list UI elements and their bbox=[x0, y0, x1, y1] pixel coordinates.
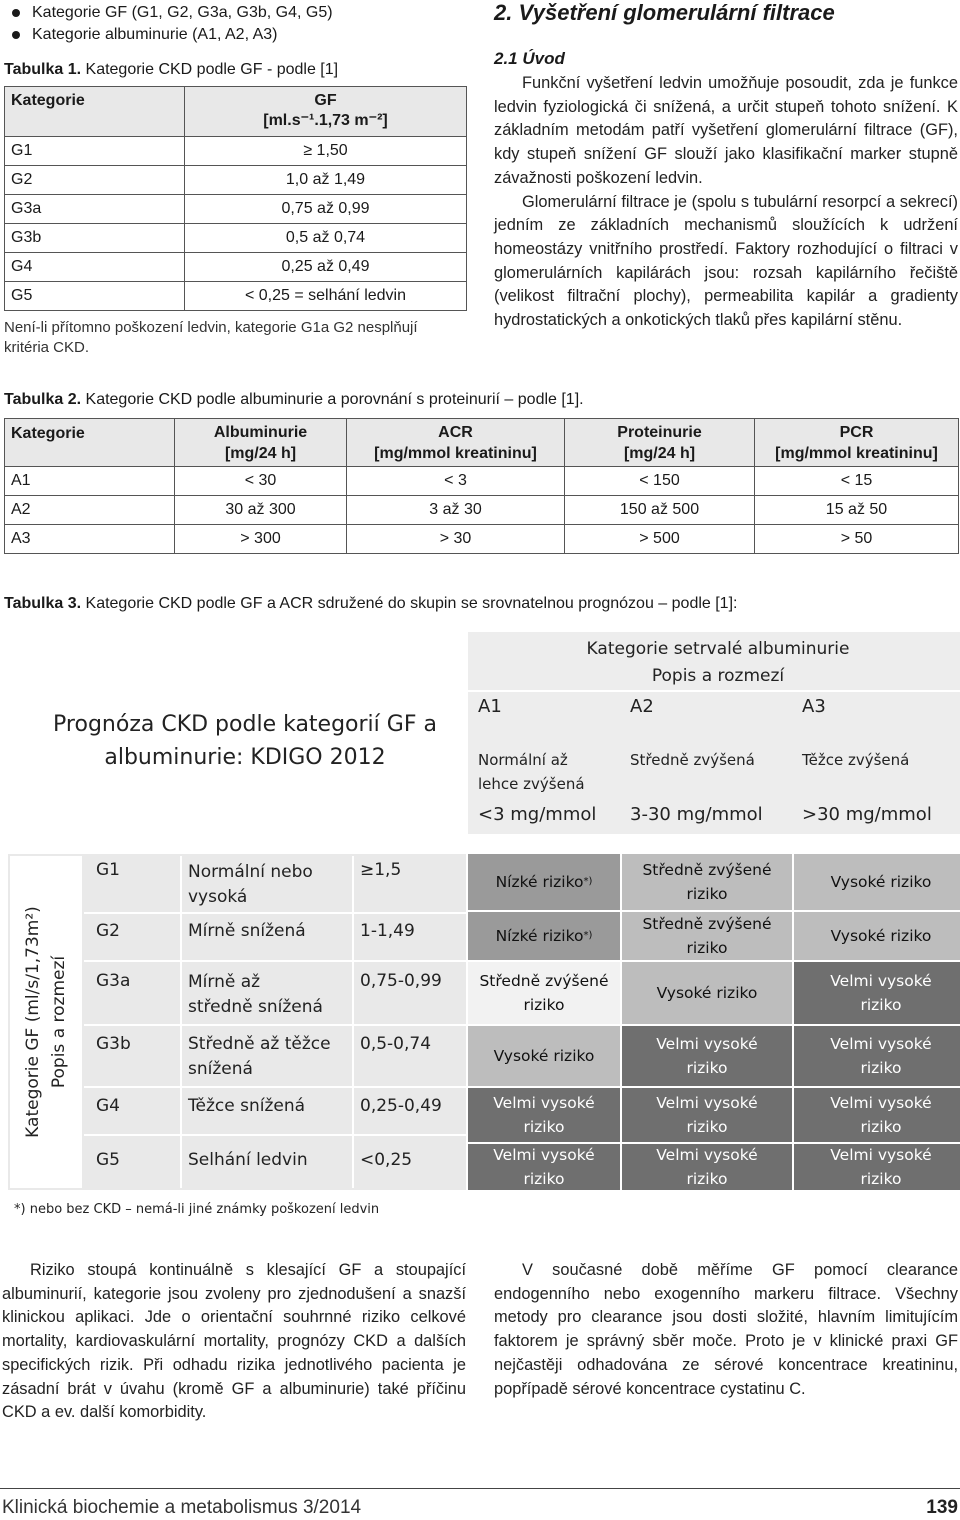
header-text: ACR bbox=[438, 423, 473, 441]
footer-rule bbox=[0, 1488, 960, 1489]
risk-cell-g4-a1 bbox=[468, 1088, 620, 1142]
table3-label: Tabulka 3. bbox=[4, 595, 82, 612]
risk-text: Středně zvýšené bbox=[642, 915, 772, 933]
cell: 0,25 až 0,49 bbox=[185, 253, 467, 282]
bottom-left-text bbox=[2, 1259, 466, 1425]
risk-text: Velmi vysoké bbox=[830, 1035, 932, 1053]
risk-text: Nízké riziko bbox=[495, 927, 584, 945]
gf-code: G1 bbox=[96, 860, 120, 880]
header-text: [mg/mmol kreatininu] bbox=[374, 444, 537, 462]
gf-desc bbox=[188, 860, 313, 910]
cell: 150 až 500 bbox=[565, 496, 755, 525]
risk-text: Nízké riziko bbox=[495, 873, 584, 891]
table1-label: Tabulka 1. bbox=[4, 61, 82, 78]
gf-axis-label bbox=[20, 857, 72, 1187]
acr-desc: Středně zvýšená bbox=[630, 751, 755, 769]
gf-desc: Selhání ledvin bbox=[188, 1150, 308, 1170]
risk-text: Velmi vysoké bbox=[656, 1035, 758, 1053]
header-text: PCR bbox=[839, 423, 874, 441]
risk-text: riziko bbox=[686, 1118, 728, 1136]
paragraph: Funkční vyšetření ledvin umožňuje posoudit, zda je funkce ledvin fyziologická či snížená, a určit stupeň tohoto snížení. K základním metodám patří vyšetření glomerulární filtrace (GF), kdy stupeň snížení GF slouží jako klasifikační marker stupně závažnosti poškození ledvin. bbox=[494, 74, 958, 187]
cell: G3a bbox=[5, 195, 185, 224]
paragraph: Glomerulární filtrace je (spolu s tubulární resorpcí a sekrecí) jedním ze základních mechanismů sloužících k udržení homeostázy vnitřního prostředí. Faktory rozhodující o filtraci v glomerulárních kapilárách jsou: rozsah kapilárního řečiště (velikost filtrační plochy), permeabilita kapilár a gradienty hydrostatických a onkotických tlaků přes kapilární stěnu. bbox=[494, 192, 958, 330]
cell: G1 bbox=[5, 137, 185, 166]
table2-label: Tabulka 2. bbox=[4, 391, 82, 408]
header-text: Proteinurie bbox=[617, 423, 702, 441]
risk-text: riziko bbox=[860, 1118, 902, 1136]
risk-text: riziko bbox=[860, 1170, 902, 1188]
kdigo-heatmap-figure bbox=[4, 630, 960, 1217]
table-gf-categories bbox=[4, 86, 467, 311]
cell: G3b bbox=[5, 224, 185, 253]
cell: G2 bbox=[5, 166, 185, 195]
table-row bbox=[5, 282, 467, 311]
gf-desc bbox=[188, 1032, 331, 1082]
risk-cell-g5-a3 bbox=[794, 1144, 960, 1190]
table-row bbox=[5, 137, 467, 166]
kdigo-title bbox=[30, 708, 460, 774]
table2-caption bbox=[4, 390, 584, 410]
cell: 1,0 až 1,49 bbox=[185, 166, 467, 195]
cell: A1 bbox=[5, 467, 175, 496]
table3-caption-text: Kategorie CKD podle GF a ACR sdružené do skupin se srovnatelnou prognózou – podle [1]: bbox=[85, 595, 738, 612]
kdigo-title-line: Prognóza CKD podle kategorií GF a bbox=[53, 712, 437, 737]
risk-text: riziko bbox=[686, 1170, 728, 1188]
gf-desc-line: středně snížená bbox=[188, 997, 323, 1017]
risk-cell-g1-a3: Vysoké riziko bbox=[794, 854, 960, 910]
cell: < 150 bbox=[565, 467, 755, 496]
cell: A2 bbox=[5, 496, 175, 525]
risk-text: riziko bbox=[686, 1059, 728, 1077]
divider bbox=[84, 912, 466, 914]
risk-cell-g3b-a3 bbox=[794, 1026, 960, 1086]
risk-text: Velmi vysoké bbox=[493, 1146, 595, 1164]
acr-header-line: Kategorie setrvalé albuminurie bbox=[586, 639, 850, 659]
cell: G4 bbox=[5, 253, 185, 282]
cell: < 0,25 = selhání ledvin bbox=[185, 282, 467, 311]
gf-code: G5 bbox=[96, 1150, 120, 1170]
gf-code: G3b bbox=[96, 1034, 131, 1054]
gf-desc-line: vysoká bbox=[188, 887, 248, 907]
kdigo-title-line: albuminurie: KDIGO 2012 bbox=[104, 745, 386, 770]
section-heading: 2. Vyšetření glomerulární filtrace bbox=[494, 0, 835, 25]
risk-text: riziko bbox=[860, 1059, 902, 1077]
page-number: 139 bbox=[926, 1497, 958, 1518]
gf-code: G3a bbox=[96, 971, 131, 991]
table-row bbox=[5, 496, 959, 525]
section-text bbox=[494, 72, 958, 333]
risk-text: Velmi vysoké bbox=[830, 1146, 932, 1164]
cell: A3 bbox=[5, 525, 175, 554]
table1-header-gf-l1: GF bbox=[314, 92, 337, 109]
risk-text: Velmi vysoké bbox=[656, 1146, 758, 1164]
cell: < 3 bbox=[347, 467, 565, 496]
header-text: [mg/mmol kreatininu] bbox=[775, 444, 938, 462]
gf-axis-line: Popis a rozmezí bbox=[49, 955, 69, 1089]
table-row bbox=[5, 467, 959, 496]
risk-cell-g3a-a3 bbox=[794, 962, 960, 1024]
risk-cell-g1-a1 bbox=[468, 854, 620, 910]
acr-range: 3-30 mg/mmol bbox=[630, 804, 763, 825]
gf-code: G2 bbox=[96, 921, 120, 941]
acr-code: A1 bbox=[478, 696, 502, 717]
gf-range: 0,75-0,99 bbox=[360, 971, 442, 991]
gf-desc-line: snížená bbox=[188, 1059, 253, 1079]
table-albuminuria bbox=[4, 418, 959, 554]
risk-footnote-mark: *) bbox=[583, 930, 593, 941]
table-row bbox=[5, 195, 467, 224]
divider bbox=[180, 856, 182, 1188]
gf-desc-line: Středně až těžce bbox=[188, 1034, 331, 1054]
risk-cell-g3b-a2 bbox=[622, 1026, 792, 1086]
table1-header-gf bbox=[185, 87, 467, 137]
section-subheading: 2.1 Úvod bbox=[494, 49, 565, 68]
gf-range: 0,25-0,49 bbox=[360, 1096, 442, 1116]
header-text: [mg/24 h] bbox=[224, 444, 297, 462]
acr-desc-line: lehce zvýšená bbox=[478, 775, 585, 793]
header-text: Albuminurie bbox=[213, 423, 308, 441]
risk-text: riziko bbox=[523, 996, 565, 1014]
risk-cell-g2-a2 bbox=[622, 912, 792, 960]
cell: 30 až 300 bbox=[175, 496, 347, 525]
acr-header bbox=[468, 632, 960, 690]
risk-cell-g4-a2 bbox=[622, 1088, 792, 1142]
kdigo-footnote: *) nebo bez CKD – nemá-li jiné známky poškození ledvin bbox=[14, 1202, 380, 1217]
cell: < 30 bbox=[175, 467, 347, 496]
cell: < 15 bbox=[755, 467, 959, 496]
risk-cell-g4-a3 bbox=[794, 1088, 960, 1142]
gf-range: ≥1,5 bbox=[360, 860, 402, 880]
acr-desc-line: Normální až bbox=[478, 751, 568, 769]
divider bbox=[352, 856, 354, 1188]
table1-caption bbox=[4, 60, 338, 80]
cell: > 50 bbox=[755, 525, 959, 554]
paragraph: V současné době měříme GF pomocí clearance endogenního nebo exogenního markeru filtrace. Všechny metody pro clearance jsou dosti složité, hlavním limitujícím faktorem je správný sběr moče. Proto je v klinické praxi GF nejčastěji odhadována ze sérové koncentrace kreatininu, popřípadě sérové koncentrace cystatinu C. bbox=[494, 1261, 958, 1398]
divider bbox=[84, 1134, 466, 1136]
table2-header bbox=[565, 419, 755, 467]
acr-header-line: Popis a rozmezí bbox=[651, 666, 785, 686]
table1-caption-text: Kategorie CKD podle GF - podle [1] bbox=[85, 61, 339, 78]
table-row bbox=[5, 253, 467, 282]
gf-code: G4 bbox=[96, 1096, 120, 1116]
footer-journal: Klinická biochemie a metabolismus 3/2014 bbox=[2, 1497, 362, 1518]
gf-desc bbox=[188, 970, 323, 1020]
risk-text: riziko bbox=[523, 1170, 565, 1188]
table1-header-gf-l2: [ml.s⁻¹.1,73 m⁻²] bbox=[263, 112, 388, 129]
cell: 0,5 až 0,74 bbox=[185, 224, 467, 253]
gf-desc: Těžce snížená bbox=[188, 1096, 306, 1116]
bullet-item: Kategorie GF (G1, G2, G3a, G3b, G4, G5) bbox=[10, 2, 470, 24]
bottom-right-text bbox=[494, 1259, 958, 1401]
cell: > 30 bbox=[347, 525, 565, 554]
gf-range: 0,5-0,74 bbox=[360, 1034, 432, 1054]
table2-header bbox=[755, 419, 959, 467]
risk-text: riziko bbox=[523, 1118, 565, 1136]
risk-cell-g5-a2 bbox=[622, 1144, 792, 1190]
risk-footnote-mark: *) bbox=[583, 876, 593, 887]
bullet-list bbox=[10, 2, 470, 46]
acr-desc bbox=[478, 748, 585, 796]
acr-code: A3 bbox=[802, 696, 826, 717]
risk-text: riziko bbox=[860, 996, 902, 1014]
gf-desc: Mírně snížená bbox=[188, 921, 306, 941]
table2-header bbox=[347, 419, 565, 467]
bullet-item: Kategorie albuminurie (A1, A2, A3) bbox=[10, 24, 470, 46]
table2-header bbox=[175, 419, 347, 467]
risk-text: Velmi vysoké bbox=[830, 1094, 932, 1112]
risk-cell-g5-a1 bbox=[468, 1144, 620, 1190]
risk-text: Středně zvýšené bbox=[642, 861, 772, 879]
risk-cell-g1-a2 bbox=[622, 854, 792, 910]
table-row bbox=[5, 166, 467, 195]
risk-text: Středně zvýšené bbox=[479, 972, 609, 990]
table3-caption bbox=[4, 594, 737, 614]
table2-header bbox=[5, 419, 175, 467]
divider bbox=[84, 1086, 466, 1088]
table-row bbox=[5, 525, 959, 554]
risk-cell-g3b-a1: Vysoké riziko bbox=[468, 1026, 620, 1086]
table2-caption-text: Kategorie CKD podle albuminurie a porovnání s proteinurií – podle [1]. bbox=[85, 391, 584, 408]
divider bbox=[84, 960, 466, 962]
table1-note: Není-li přítomno poškození ledvin, kategorie G1a G2 nesplňují kritéria CKD. bbox=[4, 319, 418, 356]
risk-cell-g3a-a2: Vysoké riziko bbox=[622, 962, 792, 1024]
risk-cell-g2-a3: Vysoké riziko bbox=[794, 912, 960, 960]
header-text: Kategorie bbox=[11, 425, 85, 442]
cell: 3 až 30 bbox=[347, 496, 565, 525]
risk-text: Velmi vysoké bbox=[493, 1094, 595, 1112]
risk-text: Velmi vysoké bbox=[830, 972, 932, 990]
header-text: [mg/24 h] bbox=[623, 444, 696, 462]
cell: > 300 bbox=[175, 525, 347, 554]
cell: 15 až 50 bbox=[755, 496, 959, 525]
risk-text: Velmi vysoké bbox=[656, 1094, 758, 1112]
risk-cell-g3a-a1 bbox=[468, 962, 620, 1024]
cell: > 500 bbox=[565, 525, 755, 554]
gf-range: 1-1,49 bbox=[360, 921, 415, 941]
gf-axis-line: Kategorie GF (ml/s/1,73m²) bbox=[23, 906, 43, 1138]
acr-desc: Těžce zvýšená bbox=[802, 751, 910, 769]
table-row bbox=[5, 224, 467, 253]
acr-range: <3 mg/mmol bbox=[478, 804, 597, 825]
divider bbox=[84, 1024, 466, 1026]
acr-range: >30 mg/mmol bbox=[802, 804, 932, 825]
cell: ≥ 1,50 bbox=[185, 137, 467, 166]
risk-text: riziko bbox=[686, 939, 728, 957]
cell: G5 bbox=[5, 282, 185, 311]
gf-desc-line: Mírně až bbox=[188, 972, 261, 992]
paragraph: Riziko stoupá kontinuálně s klesající GF a stoupající albuminurií, kategorie jsou zvoleny pro zjednodušení a snazší klinickou aplikaci. Jde o orientační souhrnné riziko celkové mortality, kardiovaskulární mortality, prognózy CKD a dalších specifických rizik. Při odhadu rizika jednotlivého pacienta je zásadní brát v úvahu (kromě GF a albuminurie) také příčinu CKD a ev. další komorbidity. bbox=[2, 1261, 466, 1422]
cell: 0,75 až 0,99 bbox=[185, 195, 467, 224]
risk-text: riziko bbox=[686, 885, 728, 903]
acr-code: A2 bbox=[630, 696, 654, 717]
gf-desc-line: Normální nebo bbox=[188, 862, 313, 882]
gf-range: <0,25 bbox=[360, 1150, 413, 1170]
risk-cell-g2-a1 bbox=[468, 912, 620, 960]
table1-header-category: Kategorie bbox=[5, 87, 185, 137]
